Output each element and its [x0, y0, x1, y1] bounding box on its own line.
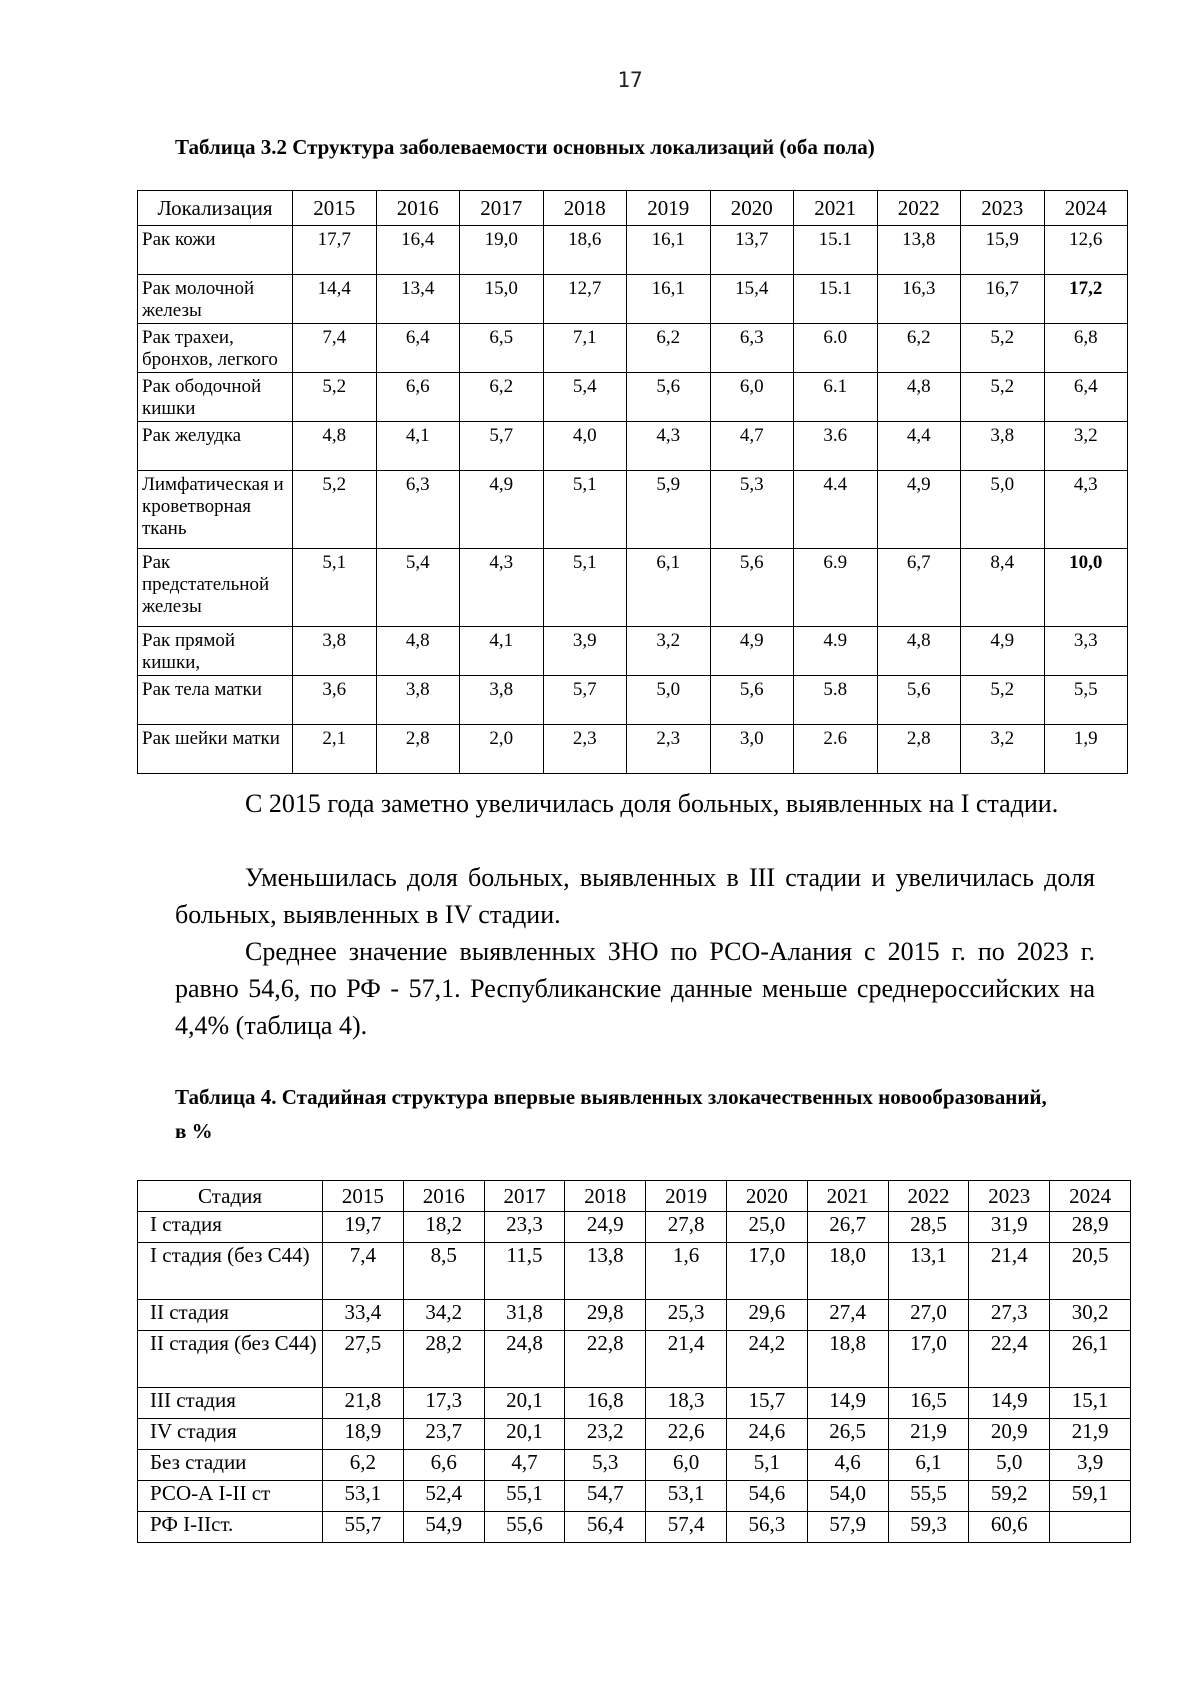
value-cell: 19,0 [460, 226, 544, 275]
value-cell: 4,0 [543, 422, 627, 471]
value-cell: 20,1 [484, 1388, 565, 1419]
value-cell: 21,4 [646, 1331, 727, 1388]
value-cell: 6,0 [646, 1450, 727, 1481]
value-cell: 20,9 [969, 1419, 1050, 1450]
value-cell: 3,2 [1044, 422, 1128, 471]
value-cell: 17,0 [726, 1243, 807, 1300]
header-cell: 2020 [710, 191, 794, 226]
value-cell: 2,3 [543, 725, 627, 774]
value-cell: 10,0 [1044, 549, 1128, 627]
value-cell: 6.9 [794, 549, 878, 627]
value-cell: 19,7 [323, 1212, 404, 1243]
value-cell: 27,8 [646, 1212, 727, 1243]
header-cell: 2021 [794, 191, 878, 226]
table-row [138, 1212, 1131, 1243]
value-cell: 16,7 [961, 275, 1045, 324]
value-cell: 4.4 [794, 471, 878, 549]
value-cell: 22,8 [565, 1331, 646, 1388]
header-cell: 2024 [1044, 191, 1128, 226]
value-cell: 11,5 [484, 1243, 565, 1300]
value-cell: 21,9 [888, 1419, 969, 1450]
value-cell: 24,2 [726, 1331, 807, 1388]
value-cell: 16,1 [627, 275, 711, 324]
stage-name: IV стадия [138, 1419, 323, 1450]
value-cell: 18,6 [543, 226, 627, 275]
value-cell: 6,5 [460, 324, 544, 373]
header-cell: 2019 [627, 191, 711, 226]
header-cell: 2023 [961, 191, 1045, 226]
header-cell: 2022 [888, 1181, 969, 1212]
table-row [138, 1331, 1131, 1388]
value-cell: 5,1 [543, 471, 627, 549]
value-cell: 13,4 [376, 275, 460, 324]
value-cell: 4,1 [460, 627, 544, 676]
value-cell: 13,8 [565, 1243, 646, 1300]
value-cell: 8,4 [961, 549, 1045, 627]
value-cell: 31,8 [484, 1300, 565, 1331]
value-cell: 28,2 [403, 1331, 484, 1388]
localization-name: Рак желудка [138, 422, 293, 471]
value-cell: 12,7 [543, 275, 627, 324]
value-cell: 57,4 [646, 1512, 727, 1543]
header-cell: 2016 [376, 191, 460, 226]
table-4-caption: Таблица 4. Стадийная структура впервые выявленных злокачественных новообразований, в % [175, 1085, 1047, 1143]
value-cell: 16,4 [376, 226, 460, 275]
value-cell: 2,1 [293, 725, 377, 774]
header-cell: 2021 [807, 1181, 888, 1212]
value-cell: 23,7 [403, 1419, 484, 1450]
header-cell: 2022 [877, 191, 961, 226]
localization-name: Лимфатическая и кроветворная ткань [138, 471, 293, 549]
value-cell: 4,3 [1044, 471, 1128, 549]
value-cell: 6,0 [710, 373, 794, 422]
value-cell: 18,3 [646, 1388, 727, 1419]
value-cell: 6,7 [877, 549, 961, 627]
value-cell: 20,1 [484, 1419, 565, 1450]
header-cell: 2020 [726, 1181, 807, 1212]
paragraph-text: Среднее значение выявленных ЗНО по РСО-Алания с 2015 г. по 2023 г. равно 54,6, по РФ - 57,1. Республиканские данные меньше среднероссийских на 4,4% (таблица 4). [175, 937, 1095, 1040]
table-row [138, 275, 1128, 324]
localization-name: Рак предстательной железы [138, 549, 293, 627]
table-row [138, 676, 1128, 725]
value-cell: 5,6 [877, 676, 961, 725]
value-cell: 1,6 [646, 1243, 727, 1300]
value-cell: 14,9 [807, 1388, 888, 1419]
value-cell: 18,0 [807, 1243, 888, 1300]
value-cell: 5,7 [460, 422, 544, 471]
value-cell: 4,3 [627, 422, 711, 471]
value-cell: 5,7 [543, 676, 627, 725]
value-cell: 26,5 [807, 1419, 888, 1450]
value-cell: 26,7 [807, 1212, 888, 1243]
value-cell: 25,0 [726, 1212, 807, 1243]
value-cell: 25,3 [646, 1300, 727, 1331]
value-cell: 4,9 [710, 627, 794, 676]
stage-name: I стадия (без С44) [138, 1243, 323, 1300]
table-row [138, 549, 1128, 627]
value-cell: 6,4 [1044, 373, 1128, 422]
value-cell: 4,9 [961, 627, 1045, 676]
value-cell: 5,2 [961, 324, 1045, 373]
value-cell [1050, 1512, 1131, 1543]
value-cell: 4,9 [877, 471, 961, 549]
value-cell: 56,4 [565, 1512, 646, 1543]
table-header-row [138, 1181, 1131, 1212]
header-cell: 2019 [646, 1181, 727, 1212]
localization-table [137, 190, 1128, 774]
table-row [138, 1419, 1131, 1450]
value-cell: 6,8 [1044, 324, 1128, 373]
header-cell: 2018 [543, 191, 627, 226]
value-cell: 13,1 [888, 1243, 969, 1300]
header-cell: 2017 [460, 191, 544, 226]
value-cell: 54,9 [403, 1512, 484, 1543]
value-cell: 3,8 [460, 676, 544, 725]
value-cell: 6,2 [323, 1450, 404, 1481]
value-cell: 3,2 [627, 627, 711, 676]
localization-name: Рак ободочной кишки [138, 373, 293, 422]
value-cell: 15,0 [460, 275, 544, 324]
value-cell: 28,5 [888, 1212, 969, 1243]
table-row [138, 1450, 1131, 1481]
value-cell: 15.1 [794, 226, 878, 275]
value-cell: 17,3 [403, 1388, 484, 1419]
value-cell: 53,1 [323, 1481, 404, 1512]
table-row [138, 1300, 1131, 1331]
value-cell: 60,6 [969, 1512, 1050, 1543]
table-row [138, 226, 1128, 275]
value-cell: 6,2 [877, 324, 961, 373]
value-cell: 5,6 [627, 373, 711, 422]
table-row [138, 373, 1128, 422]
value-cell: 15.1 [794, 275, 878, 324]
header-cell: 2015 [293, 191, 377, 226]
value-cell: 29,6 [726, 1300, 807, 1331]
value-cell: 13,7 [710, 226, 794, 275]
value-cell: 5,1 [293, 549, 377, 627]
value-cell: 54,7 [565, 1481, 646, 1512]
value-cell: 52,4 [403, 1481, 484, 1512]
stage-name: РФ I-IIст. [138, 1512, 323, 1543]
table-row [138, 1388, 1131, 1419]
value-cell: 5,0 [969, 1450, 1050, 1481]
value-cell: 2,0 [460, 725, 544, 774]
table-header-row [138, 191, 1128, 226]
value-cell: 26,1 [1050, 1331, 1131, 1388]
value-cell: 6,2 [460, 373, 544, 422]
value-cell: 12,6 [1044, 226, 1128, 275]
value-cell: 4,7 [484, 1450, 565, 1481]
value-cell: 3,9 [1050, 1450, 1131, 1481]
value-cell: 16,1 [627, 226, 711, 275]
value-cell: 5,9 [627, 471, 711, 549]
value-cell: 5.8 [794, 676, 878, 725]
header-cell: 2018 [565, 1181, 646, 1212]
value-cell: 57,9 [807, 1512, 888, 1543]
value-cell: 22,4 [969, 1331, 1050, 1388]
value-cell: 24,9 [565, 1212, 646, 1243]
value-cell: 55,1 [484, 1481, 565, 1512]
value-cell: 18,8 [807, 1331, 888, 1388]
value-cell: 6.0 [794, 324, 878, 373]
header-cell: 2023 [969, 1181, 1050, 1212]
value-cell: 55,6 [484, 1512, 565, 1543]
value-cell: 17,2 [1044, 275, 1128, 324]
stage-name: Без стадии [138, 1450, 323, 1481]
value-cell: 53,1 [646, 1481, 727, 1512]
table-3-2-caption: Таблица 3.2 Структура заболеваемости основных локализаций (оба пола) [175, 135, 875, 159]
localization-name: Рак трахеи, бронхов, легкого [138, 324, 293, 373]
value-cell: 21,8 [323, 1388, 404, 1419]
paragraph-stage-three [175, 859, 1095, 933]
value-cell: 29,8 [565, 1300, 646, 1331]
stage-name: II стадия [138, 1300, 323, 1331]
paragraph-text: С 2015 года заметно увеличилась доля больных, выявленных на I стадии. [245, 789, 1059, 818]
value-cell: 14,4 [293, 275, 377, 324]
value-cell: 4,9 [460, 471, 544, 549]
paragraph-average [175, 933, 1095, 1044]
value-cell: 2,3 [627, 725, 711, 774]
value-cell: 5,0 [627, 676, 711, 725]
value-cell: 18,9 [323, 1419, 404, 1450]
stage-name: РСО-А I-II ст [138, 1481, 323, 1512]
value-cell: 5,1 [543, 549, 627, 627]
value-cell: 30,2 [1050, 1300, 1131, 1331]
value-cell: 3,0 [710, 725, 794, 774]
header-cell: Локализация [138, 191, 293, 226]
value-cell: 13,8 [877, 226, 961, 275]
value-cell: 17,7 [293, 226, 377, 275]
value-cell: 5,3 [710, 471, 794, 549]
value-cell: 24,8 [484, 1331, 565, 1388]
table-row [138, 1243, 1131, 1300]
value-cell: 56,3 [726, 1512, 807, 1543]
stage-name: II стадия (без С44) [138, 1331, 323, 1388]
value-cell: 54,0 [807, 1481, 888, 1512]
value-cell: 1,9 [1044, 725, 1128, 774]
value-cell: 16,5 [888, 1388, 969, 1419]
value-cell: 31,9 [969, 1212, 1050, 1243]
paragraph-stage-one [175, 785, 1095, 822]
value-cell: 6,3 [376, 471, 460, 549]
value-cell: 6.1 [794, 373, 878, 422]
stage-name: III стадия [138, 1388, 323, 1419]
value-cell: 6,2 [627, 324, 711, 373]
value-cell: 7,1 [543, 324, 627, 373]
value-cell: 16,3 [877, 275, 961, 324]
table-row [138, 422, 1128, 471]
table-row [138, 627, 1128, 676]
table-row [138, 324, 1128, 373]
value-cell: 23,2 [565, 1419, 646, 1450]
localization-name: Рак прямой кишки, [138, 627, 293, 676]
value-cell: 15,7 [726, 1388, 807, 1419]
value-cell: 33,4 [323, 1300, 404, 1331]
value-cell: 6,4 [376, 324, 460, 373]
localization-name: Рак тела матки [138, 676, 293, 725]
value-cell: 17,0 [888, 1331, 969, 1388]
value-cell: 54,6 [726, 1481, 807, 1512]
value-cell: 21,9 [1050, 1419, 1131, 1450]
value-cell: 4,3 [460, 549, 544, 627]
value-cell: 5,6 [710, 676, 794, 725]
value-cell: 27,3 [969, 1300, 1050, 1331]
value-cell: 59,1 [1050, 1481, 1131, 1512]
value-cell: 24,6 [726, 1419, 807, 1450]
value-cell: 3,8 [293, 627, 377, 676]
value-cell: 4,8 [877, 373, 961, 422]
value-cell: 16,8 [565, 1388, 646, 1419]
value-cell: 8,5 [403, 1243, 484, 1300]
table-row [138, 725, 1128, 774]
value-cell: 28,9 [1050, 1212, 1131, 1243]
value-cell: 15,4 [710, 275, 794, 324]
value-cell: 55,7 [323, 1512, 404, 1543]
header-cell: Стадия [138, 1181, 323, 1212]
value-cell: 27,5 [323, 1331, 404, 1388]
value-cell: 22,6 [646, 1419, 727, 1450]
value-cell: 6,1 [888, 1450, 969, 1481]
value-cell: 4,8 [293, 422, 377, 471]
value-cell: 5,1 [726, 1450, 807, 1481]
value-cell: 2,8 [877, 725, 961, 774]
value-cell: 5,4 [376, 549, 460, 627]
value-cell: 14,9 [969, 1388, 1050, 1419]
localization-name: Рак молочной железы [138, 275, 293, 324]
value-cell: 5,2 [961, 676, 1045, 725]
localization-name: Рак шейки матки [138, 725, 293, 774]
stage-structure-table [137, 1180, 1131, 1543]
value-cell: 5,3 [565, 1450, 646, 1481]
header-cell: 2015 [323, 1181, 404, 1212]
value-cell: 27,0 [888, 1300, 969, 1331]
value-cell: 20,5 [1050, 1243, 1131, 1300]
value-cell: 3.6 [794, 422, 878, 471]
value-cell: 3,8 [961, 422, 1045, 471]
page-number: 17 [617, 68, 643, 92]
value-cell: 5,4 [543, 373, 627, 422]
stage-name: I стадия [138, 1212, 323, 1243]
value-cell: 3,9 [543, 627, 627, 676]
value-cell: 34,2 [403, 1300, 484, 1331]
value-cell: 27,4 [807, 1300, 888, 1331]
value-cell: 7,4 [293, 324, 377, 373]
value-cell: 23,3 [484, 1212, 565, 1243]
header-cell: 2017 [484, 1181, 565, 1212]
value-cell: 59,2 [969, 1481, 1050, 1512]
value-cell: 5,0 [961, 471, 1045, 549]
value-cell: 4,4 [877, 422, 961, 471]
header-cell: 2016 [403, 1181, 484, 1212]
value-cell: 4,7 [710, 422, 794, 471]
value-cell: 18,2 [403, 1212, 484, 1243]
value-cell: 59,3 [888, 1512, 969, 1543]
value-cell: 5,5 [1044, 676, 1128, 725]
value-cell: 6,6 [376, 373, 460, 422]
value-cell: 5,2 [293, 373, 377, 422]
table-row [138, 471, 1128, 549]
table-row [138, 1481, 1131, 1512]
value-cell: 4,8 [877, 627, 961, 676]
value-cell: 15,9 [961, 226, 1045, 275]
value-cell: 55,5 [888, 1481, 969, 1512]
table-row [138, 1512, 1131, 1543]
value-cell: 2.6 [794, 725, 878, 774]
value-cell: 3,6 [293, 676, 377, 725]
value-cell: 6,6 [403, 1450, 484, 1481]
value-cell: 6,1 [627, 549, 711, 627]
value-cell: 3,2 [961, 725, 1045, 774]
value-cell: 5,2 [293, 471, 377, 549]
value-cell: 5,2 [961, 373, 1045, 422]
value-cell: 7,4 [323, 1243, 404, 1300]
header-cell: 2024 [1050, 1181, 1131, 1212]
value-cell: 21,4 [969, 1243, 1050, 1300]
value-cell: 4,1 [376, 422, 460, 471]
value-cell: 6,3 [710, 324, 794, 373]
value-cell: 2,8 [376, 725, 460, 774]
paragraph-text: Уменьшилась доля больных, выявленных в III стадии и увеличилась доля больных, выявленных в IV стадии. [175, 863, 1095, 929]
value-cell: 4,6 [807, 1450, 888, 1481]
value-cell: 3,3 [1044, 627, 1128, 676]
value-cell: 4,8 [376, 627, 460, 676]
value-cell: 5,6 [710, 549, 794, 627]
value-cell: 3,8 [376, 676, 460, 725]
value-cell: 15,1 [1050, 1388, 1131, 1419]
localization-name: Рак кожи [138, 226, 293, 275]
value-cell: 4.9 [794, 627, 878, 676]
